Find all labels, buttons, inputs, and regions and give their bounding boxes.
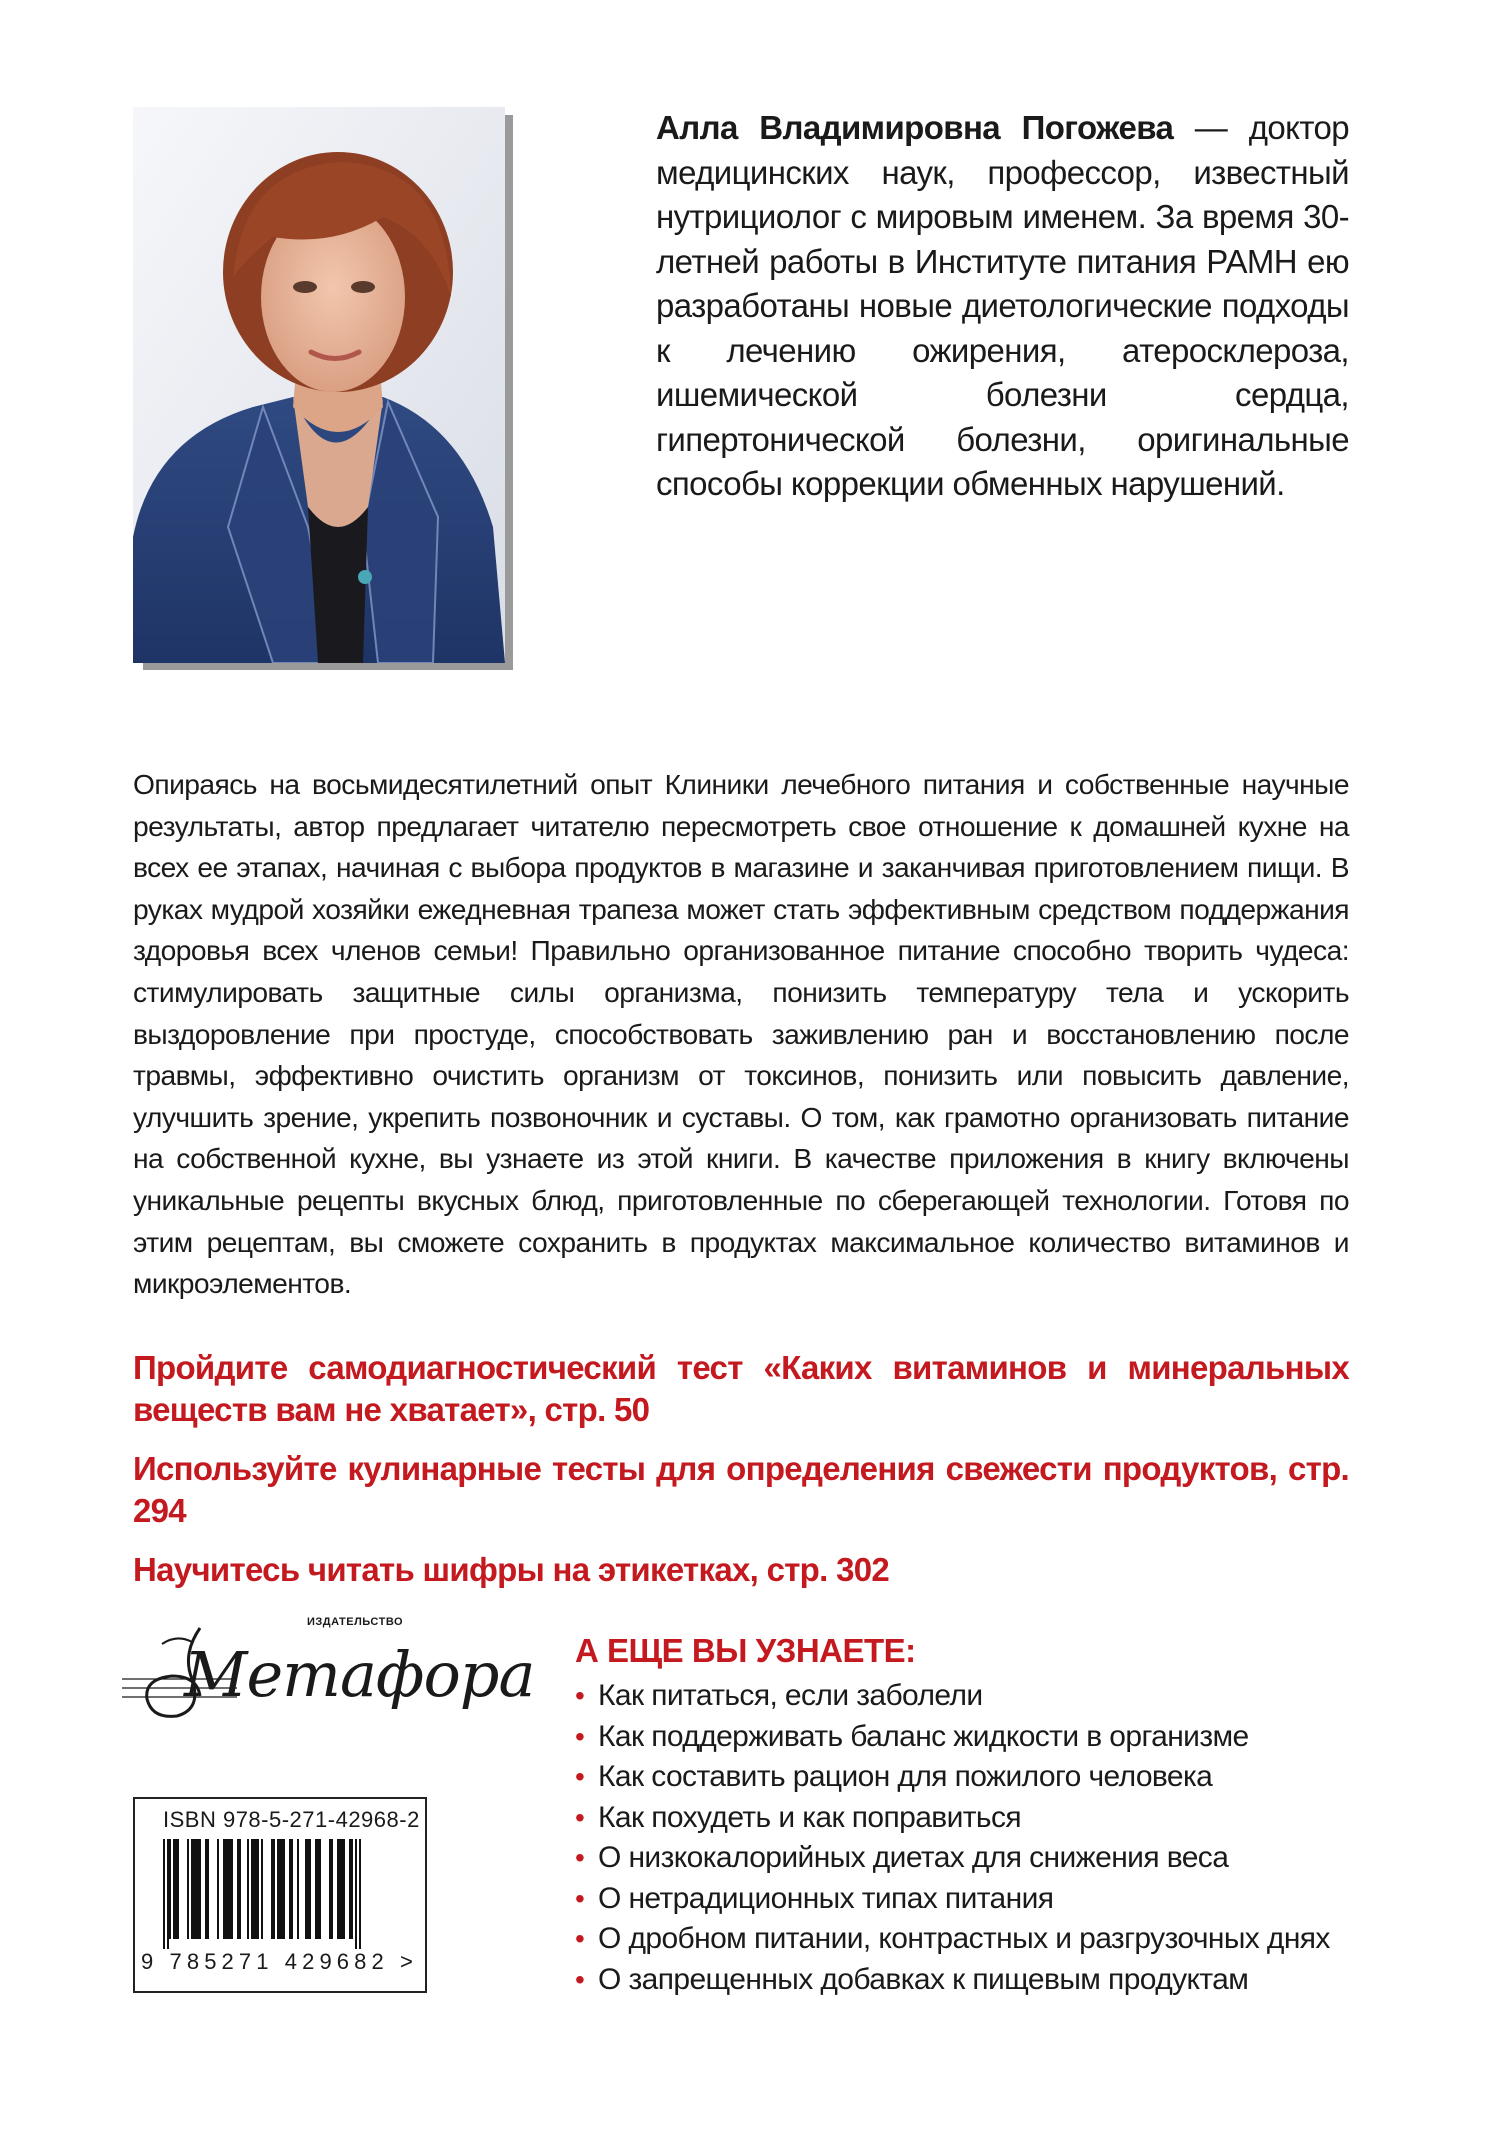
list-item: • Как поддерживать баланс жидкости в организме — [575, 1717, 1375, 1758]
highlights — [133, 1347, 1349, 1608]
author-photo — [133, 107, 505, 663]
highlight-item: Используйте кулинарные тесты для определения свежести продуктов, стр. 294 — [133, 1450, 1349, 1529]
list-item: • О запрещенных добавках к пищевым продуктам — [575, 1960, 1375, 2001]
author-bio — [656, 106, 1349, 507]
learn-more-title: А ЕЩЕ ВЫ УЗНАЕТЕ: — [575, 1632, 916, 1669]
barcode-bar — [205, 1839, 209, 1939]
barcode-bar — [277, 1839, 279, 1939]
bullet-icon: • — [575, 1720, 585, 1752]
barcode-bar — [163, 1839, 165, 1949]
barcode-bar — [329, 1839, 333, 1939]
list-item: • О дробном питании, контрастных и разгрузочных днях — [575, 1919, 1375, 1960]
barcode-bar — [297, 1839, 299, 1939]
barcode-bar — [315, 1839, 321, 1939]
barcode-bar — [359, 1839, 361, 1949]
barcode-bar — [247, 1839, 249, 1939]
bullet-icon: • — [575, 1963, 585, 1995]
bullet-icon: • — [575, 1923, 585, 1954]
barcode-bar — [337, 1839, 339, 1939]
barcode-bar — [223, 1839, 227, 1939]
barcode-bar — [251, 1839, 255, 1939]
author-bio-text: — доктор медицинских наук, профессор, известный нутрициолог с мировым именем. За время 30-летней работы в Институте питания РАМН ею разработаны новые диетологические подходы к лечению ожирения, атеросклероза, ишемической болезни сердца, гипертонической болезни, оригинальные способы коррекции обменных нарушений. — [656, 109, 1349, 502]
barcode-bar — [217, 1839, 219, 1939]
bullet-icon: • — [575, 1761, 585, 1792]
list-item: • Как питаться, если заболели — [575, 1676, 1375, 1717]
publisher-name: Метафора — [184, 1638, 535, 1711]
barcode-bar — [167, 1839, 169, 1949]
barcode-bar — [195, 1839, 201, 1939]
bullet-icon: • — [575, 1882, 585, 1914]
isbn-box — [133, 1797, 427, 1993]
barcode-bar — [305, 1839, 309, 1939]
list-item: • О нетрадиционных типах питания — [575, 1879, 1375, 1920]
barcode-bar — [191, 1839, 195, 1939]
bullet-icon: • — [575, 1801, 585, 1833]
isbn-text: ISBN 978-5-271-42968-2 — [163, 1807, 420, 1832]
bullet-icon: • — [575, 1680, 585, 1711]
list-item: • О низкокалорийных диетах для снижения веса — [575, 1838, 1375, 1879]
barcode — [163, 1839, 403, 1949]
book-description: Опираясь на восьмидесятилетний опыт Клиники лечебного питания и собственные научные результаты, автор предлагает читателю пересмотреть свое отношение к домашней кухне на всех ее этапах, начиная с выбора продуктов в магазине и заканчивая приготовлением пищи. В руках мудрой хозяйки ежедневная трапеза может стать эффективным средством поддержания здоровья всех членов семьи! Правильно организованное питание способно творить чудеса: стимулировать защитные силы организма, понизить температуру тела и ускорить выздоровление при простуде, способствовать заживлению ран и восстановлению после травмы, эффективно очистить организм от токсинов, понизить или повысить давление, улучшить зрение, укрепить позвоночник и суставы. О том, как грамотно организовать питание на собственной кухне, вы узнаете из этой книги. В качестве приложения в книгу включены уникальные рецепты вкусных блюд, приготовленные по сберегающей технологии. Готовя по этим рецептам, вы сможете сохранить в продуктах максимальное количество витаминов и микроэлементов. — [133, 768, 1349, 1300]
learn-more-section — [575, 1632, 1375, 2000]
barcode-bar — [279, 1839, 285, 1939]
list-item: • Как составить рацион для пожилого человека — [575, 1757, 1375, 1798]
bullet-icon: • — [575, 1842, 585, 1873]
barcode-bar — [255, 1839, 259, 1939]
barcode-bar — [261, 1839, 263, 1939]
barcode-bar — [339, 1839, 345, 1939]
barcode-bar — [349, 1839, 353, 1939]
list-item: • Как похудеть и как поправиться — [575, 1798, 1375, 1839]
publisher-logo — [122, 1616, 535, 1726]
barcode-bar — [309, 1839, 311, 1939]
learn-more-list — [575, 1676, 1375, 2000]
highlight-item: Научитесь читать шифры на этикетках, стр. 302 — [133, 1551, 890, 1588]
author-name: Алла Владимировна Погожева — [656, 109, 1174, 146]
publisher-label: ИЗДАТЕЛЬСТВО — [307, 1616, 404, 1628]
barcode-bar — [237, 1839, 241, 1939]
barcode-bar — [187, 1839, 189, 1939]
barcode-bar — [227, 1839, 233, 1939]
highlight-item: Пройдите самодиагностический тест «Каких витаминов и минеральных веществ вам не хватает», стр. 50 — [133, 1349, 1349, 1428]
barcode-bar — [169, 1839, 171, 1939]
barcode-bar — [271, 1839, 275, 1939]
barcode-bar — [289, 1839, 293, 1939]
barcode-digits: 9 785271 429682 > — [141, 1949, 418, 1974]
barcode-bar — [355, 1839, 357, 1949]
barcode-bar — [173, 1839, 179, 1939]
